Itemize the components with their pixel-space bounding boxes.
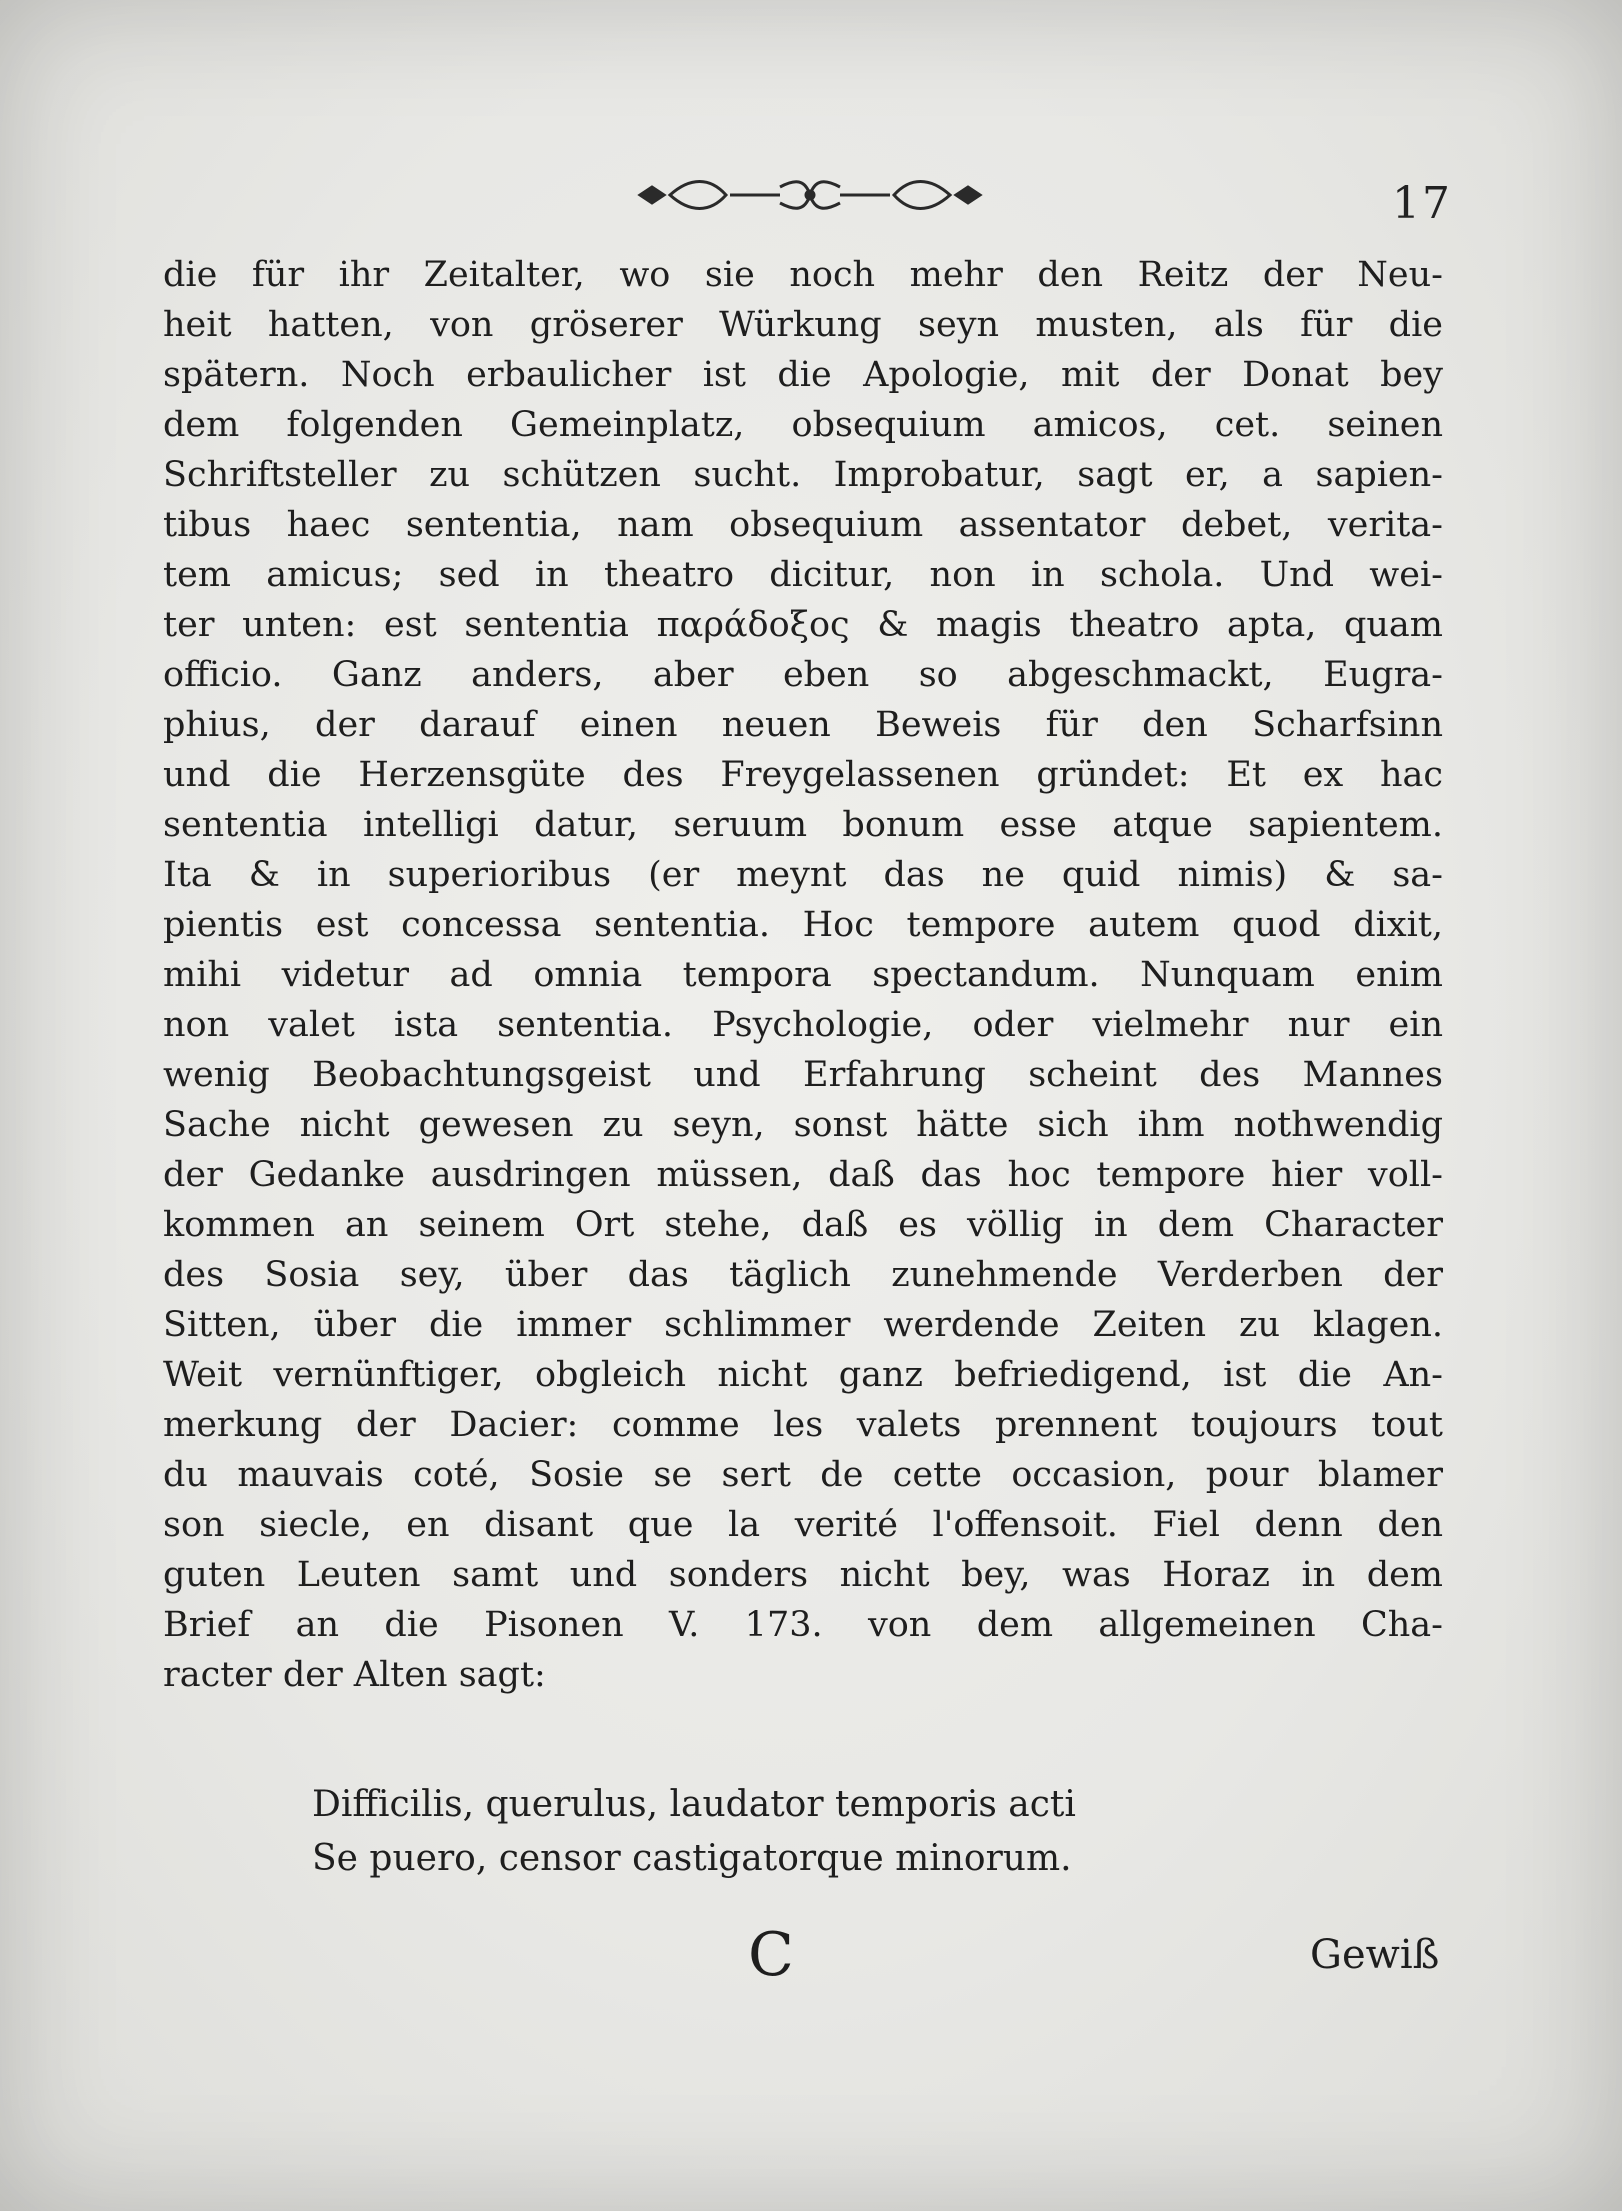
text-line: pientis est concessa sententia. Hoc tempore autem quod dixit,	[163, 905, 1443, 945]
text-line: wenig Beobachtungsgeist und Erfahrung scheint des Mannes	[163, 1055, 1443, 1095]
text-line: kommen an seinem Ort stehe, daß es völlig in dem Character	[163, 1205, 1443, 1245]
text-line: merkung der Dacier: comme les valets prennent toujours tout	[163, 1405, 1443, 1445]
signature-mark: C	[748, 1920, 794, 1990]
text-line: die für ihr Zeitalter, wo sie noch mehr den Reitz der Neu-	[163, 255, 1443, 295]
text-line: Schriftsteller zu schützen sucht. Improbatur, sagt er, a sapien-	[163, 455, 1443, 495]
text-line: und die Herzensgüte des Freygelassenen gründet: Et ex hac	[163, 755, 1443, 795]
decorative-ornament-icon	[630, 165, 990, 225]
text-line: phius, der darauf einen neuen Beweis für den Scharfsinn	[163, 705, 1443, 745]
verse-line: Se puero, censor castigatorque minorum.	[312, 1838, 1072, 1879]
text-line: Ita & in superioribus (er meynt das ne quid nimis) & sa-	[163, 855, 1443, 895]
text-line: tem amicus; sed in theatro dicitur, non in schola. Und wei-	[163, 555, 1443, 595]
text-line: guten Leuten samt und sonders nicht bey, was Horaz in dem	[163, 1555, 1443, 1595]
catchword: Gewiß	[1310, 1932, 1440, 1978]
text-line: Sache nicht gewesen zu seyn, sonst hätte sich ihm nothwendig	[163, 1105, 1443, 1145]
text-line: officio. Ganz anders, aber eben so abgeschmackt, Eugra-	[163, 655, 1443, 695]
body-text	[163, 250, 1443, 1700]
text-line: Sitten, über die immer schlimmer werdende Zeiten zu klagen.	[163, 1305, 1443, 1345]
text-line: des Sosia sey, über das täglich zunehmende Verderben der	[163, 1255, 1443, 1295]
text-line: racter der Alten sagt:	[163, 1655, 546, 1695]
text-line: son siecle, en disant que la verité l'offensoit. Fiel denn den	[163, 1505, 1443, 1545]
text-line: dem folgenden Gemeinplatz, obsequium amicos, cet. seinen	[163, 405, 1443, 445]
text-line: Weit vernünftiger, obgleich nicht ganz befriedigend, ist die An-	[163, 1355, 1443, 1395]
text-line: heit hatten, von gröserer Würkung seyn musten, als für die	[163, 305, 1443, 345]
text-line: ter unten: est sententia παράδοξος & magis theatro apta, quam	[163, 605, 1443, 645]
text-line: mihi videtur ad omnia tempora spectandum. Nunquam enim	[163, 955, 1443, 995]
text-line: der Gedanke ausdringen müssen, daß das hoc tempore hier voll-	[163, 1155, 1443, 1195]
text-line: sententia intelligi datur, seruum bonum esse atque sapientem.	[163, 805, 1443, 845]
verse-quote	[312, 1778, 1212, 1886]
page-number: 17	[1392, 178, 1452, 229]
text-line: tibus haec sententia, nam obsequium assentator debet, verita-	[163, 505, 1443, 545]
text-line: non valet ista sententia. Psychologie, oder vielmehr nur ein	[163, 1005, 1443, 1045]
verse-line: Difficilis, querulus, laudator temporis acti	[312, 1784, 1076, 1825]
text-line: du mauvais coté, Sosie se sert de cette occasion, pour blamer	[163, 1455, 1443, 1495]
text-line: Brief an die Pisonen V. 173. von dem allgemeinen Cha-	[163, 1605, 1443, 1645]
text-line: spätern. Noch erbaulicher ist die Apologie, mit der Donat bey	[163, 355, 1443, 395]
